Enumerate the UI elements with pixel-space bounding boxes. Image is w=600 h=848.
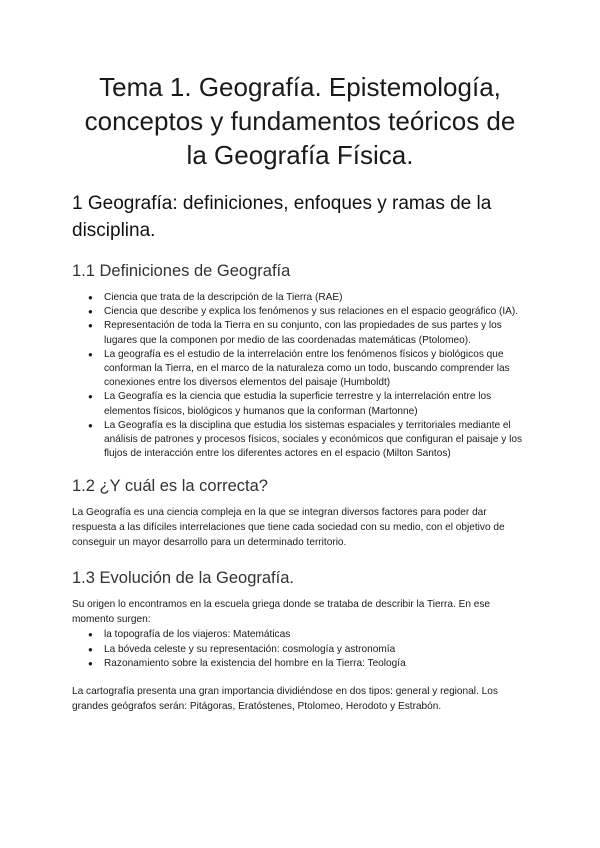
list-item: ● Razonamiento sobre la existencia del hombre en la Tierra: Teología xyxy=(92,657,528,671)
section-1-3-closing: La cartografía presenta una gran importancia dividiéndose en dos tipos: general y regional. Los grandes geógrafos serán: Pitágoras, Eratóstenes, Ptolomeo, Herodoto y Estrabón. xyxy=(72,686,498,712)
document-title: Tema 1. Geografía. Epistemología, conceptos y fundamentos teóricos de la Geografía Física. xyxy=(84,72,516,170)
list-item: ● La Geografía es la ciencia que estudia la superficie terrestre y la interrelación entre los elementos físicos, biológicos y humanos que la conforman (Martonne) xyxy=(88,391,492,417)
bullet-icon: ● xyxy=(88,420,93,430)
bullet-icon: ● xyxy=(88,321,93,331)
section-1-3-heading: 1.3 Evolución de la Geografía. xyxy=(72,568,294,587)
bullet-icon: ● xyxy=(88,644,93,654)
list-item: ● Representación de toda la Tierra en su conjunto, con las propiedades de sus partes y los lugares que la componen por medio de las coordenadas matemáticas (Ptolomeo). xyxy=(88,320,502,346)
section-1-3-intro: Su origen lo encontramos en la escuela griega donde se trataba de describir la Tierra. En ese momento surgen: xyxy=(72,598,491,625)
list-item: ● La bóveda celeste y su representación: cosmología y astronomía xyxy=(92,643,528,657)
bullet-icon: ● xyxy=(88,349,93,359)
bullet-icon: ● xyxy=(88,307,93,317)
list-item: ● La geografía es el estudio de la interrelación entre los fenómenos físicos y biológicos que conforman la Tierra, en el marco de la naturaleza como un todo, buscando comprender las conexiones entre los diversos elementos del paisaje (Humboldt) xyxy=(88,348,510,389)
list-item: ● la topografía de los viajeros: Matemáticas xyxy=(92,628,528,642)
definitions-list xyxy=(72,291,528,461)
section-1-heading: 1 Geografía: definiciones, enfoques y ramas de la disciplina. xyxy=(72,193,492,241)
bullet-icon: ● xyxy=(88,392,93,402)
list-item: ● Ciencia que trata de la descripción de la Tierra (RAE) xyxy=(92,291,528,305)
section-1-2-heading: 1.2 ¿Y cuál es la correcta? xyxy=(72,477,268,496)
greek-origins-list xyxy=(72,628,528,671)
bullet-icon: ● xyxy=(88,630,93,640)
section-1-1-heading: 1.1 Definiciones de Geografía xyxy=(72,262,291,280)
list-item: ● Ciencia que describe y explica los fenómenos y sus relaciones en el espacio geográfico (IA). xyxy=(92,305,528,319)
bullet-icon: ● xyxy=(88,293,93,302)
section-1-2-paragraph: La Geografía es una ciencia compleja en la que se integran diversos factores para poder dar respuesta a las difíciles interrelaciones que tiene cada sociedad con su medio, con el objetivo de conseguir un mayor desarrollo para un determinado territorio. xyxy=(72,507,505,549)
bullet-icon: ● xyxy=(88,658,93,668)
list-item: ● La Geografía es la disciplina que estudia los sistemas espaciales y territoriales mediante el análisis de patrones y procesos físicos, sociales y económicos que configuran el paisaje y los flujos de interacción entre los diferentes actores en el espacio (Milton Santos) xyxy=(88,419,522,460)
